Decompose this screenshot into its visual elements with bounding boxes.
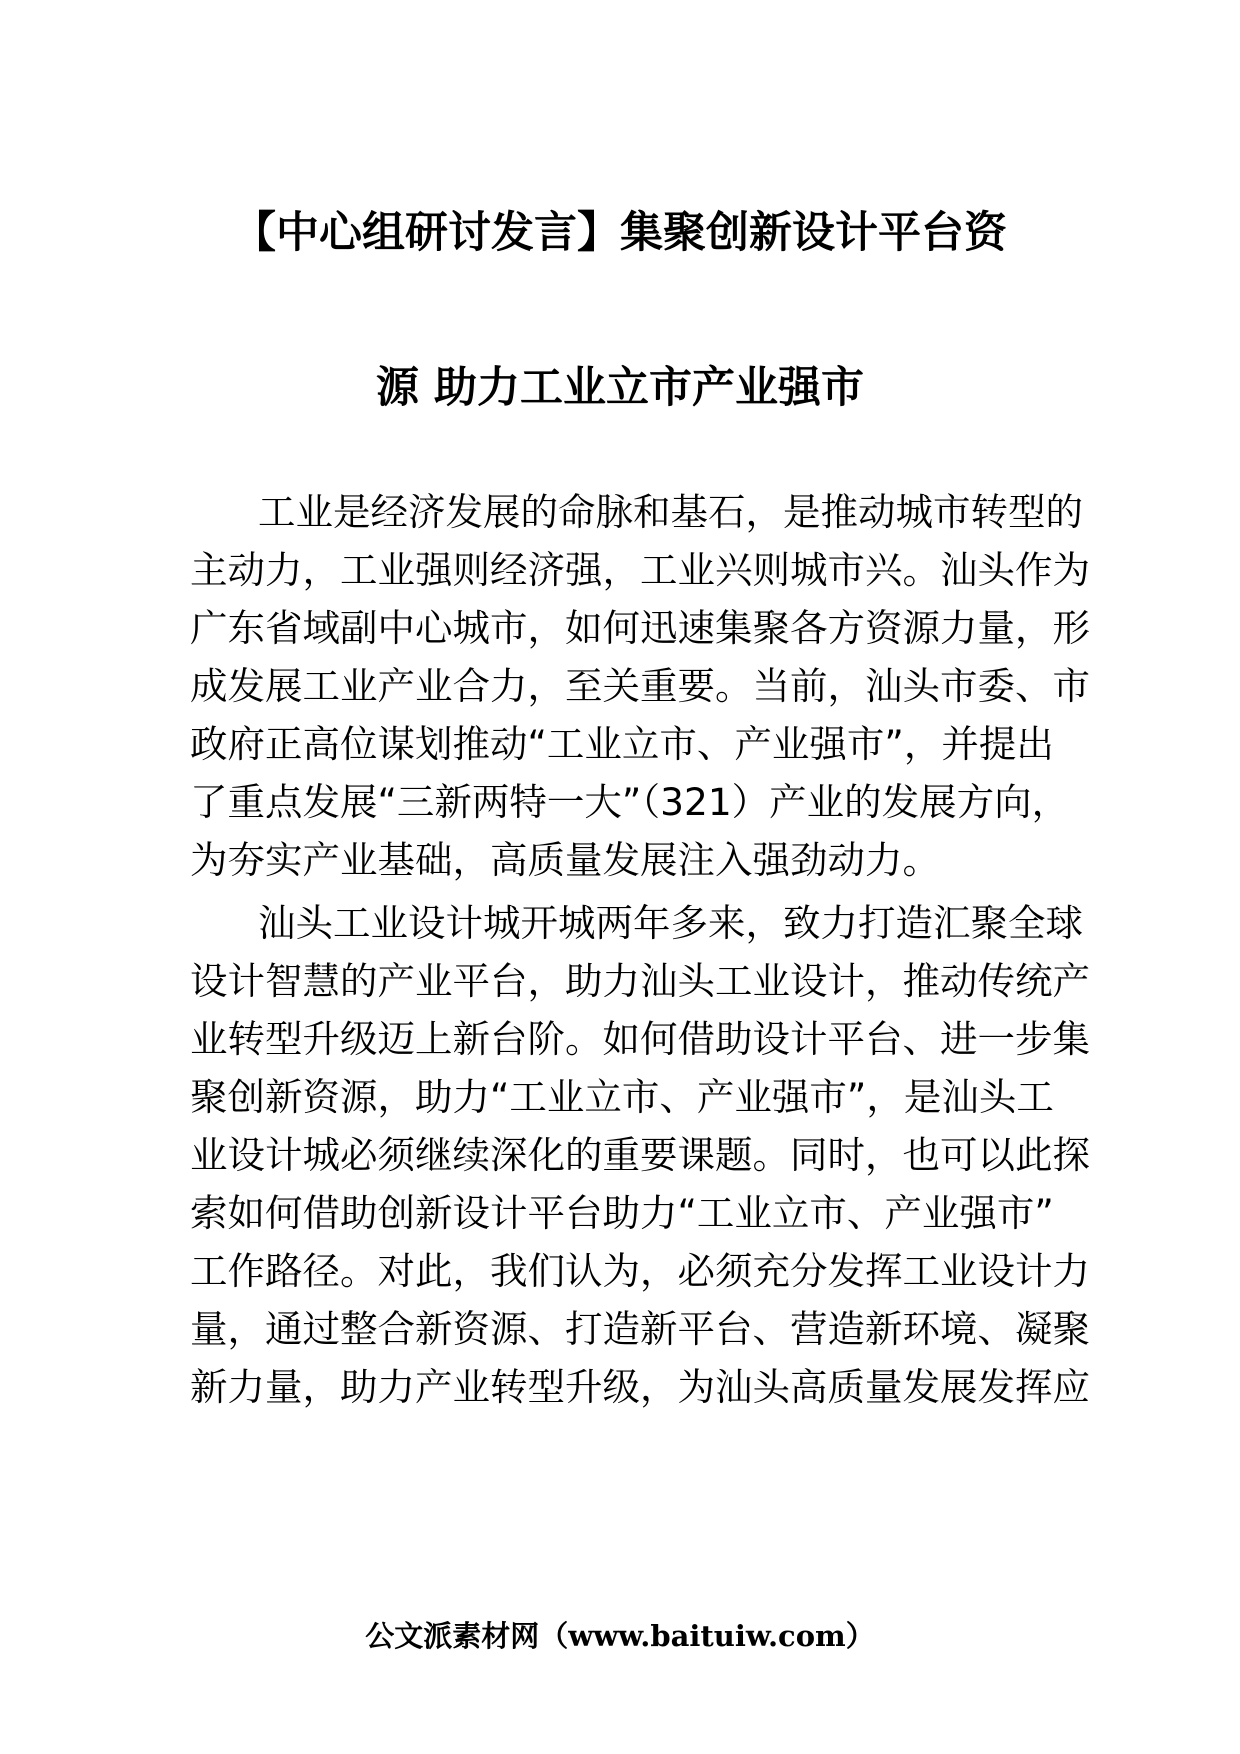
paragraph-line: 量，通过整合新资源、打造新平台、营造新环境、凝聚 xyxy=(190,1307,1090,1351)
paragraph-line: 设计智慧的产业平台，助力汕头工业设计，推动传统产 xyxy=(190,959,1090,1003)
paragraph-line: 成发展工业产业合力，至关重要。当前，汕头市委、市 xyxy=(190,664,1090,708)
paragraph-line: 政府正高位谋划推动“工业立市、产业强市”，并提出 xyxy=(190,722,1054,766)
paragraph-line: 工作路径。对此，我们认为，必须充分发挥工业设计力 xyxy=(190,1249,1090,1293)
paragraph-line: 广东省域副中心城市，如何迅速集聚各方资源力量，形 xyxy=(190,606,1090,650)
paragraph-line: 业设计城必须继续深化的重要课题。同时，也可以此探 xyxy=(190,1133,1090,1177)
paragraph-line: 工业是经济发展的命脉和基石，是推动城市转型的 xyxy=(258,490,1083,534)
paragraph-line: 汕头工业设计城开城两年多来，致力打造汇聚全球 xyxy=(258,901,1083,945)
paragraph-line: 索如何借助创新设计平台助力“工业立市、产业强市” xyxy=(190,1191,1054,1235)
paragraph-line: 了重点发展“三新两特一大”（321）产业的发展方向， xyxy=(190,780,1070,824)
paragraph-line: 业转型升级迈上新台阶。如何借助设计平台、进一步集 xyxy=(190,1017,1090,1061)
footer-watermark-text: 公文派素材网（www.baituiw.com） xyxy=(365,1619,875,1653)
paragraph-line: 聚创新资源，助力“工业立市、产业强市”，是汕头工 xyxy=(190,1075,1054,1119)
document-title-line-2: 源 助力工业立市产业强市 xyxy=(376,363,864,413)
paragraph-line: 主动力，工业强则经济强，工业兴则城市兴。汕头作为 xyxy=(190,548,1090,592)
paragraph-line: 新力量，助力产业转型升级，为汕头高质量发展发挥应 xyxy=(190,1365,1090,1409)
document-title-line-1: 【中心组研讨发言】集聚创新设计平台资 xyxy=(233,208,1007,258)
paragraph-line: 为夯实产业基础，高质量发展注入强劲动力。 xyxy=(190,838,940,882)
